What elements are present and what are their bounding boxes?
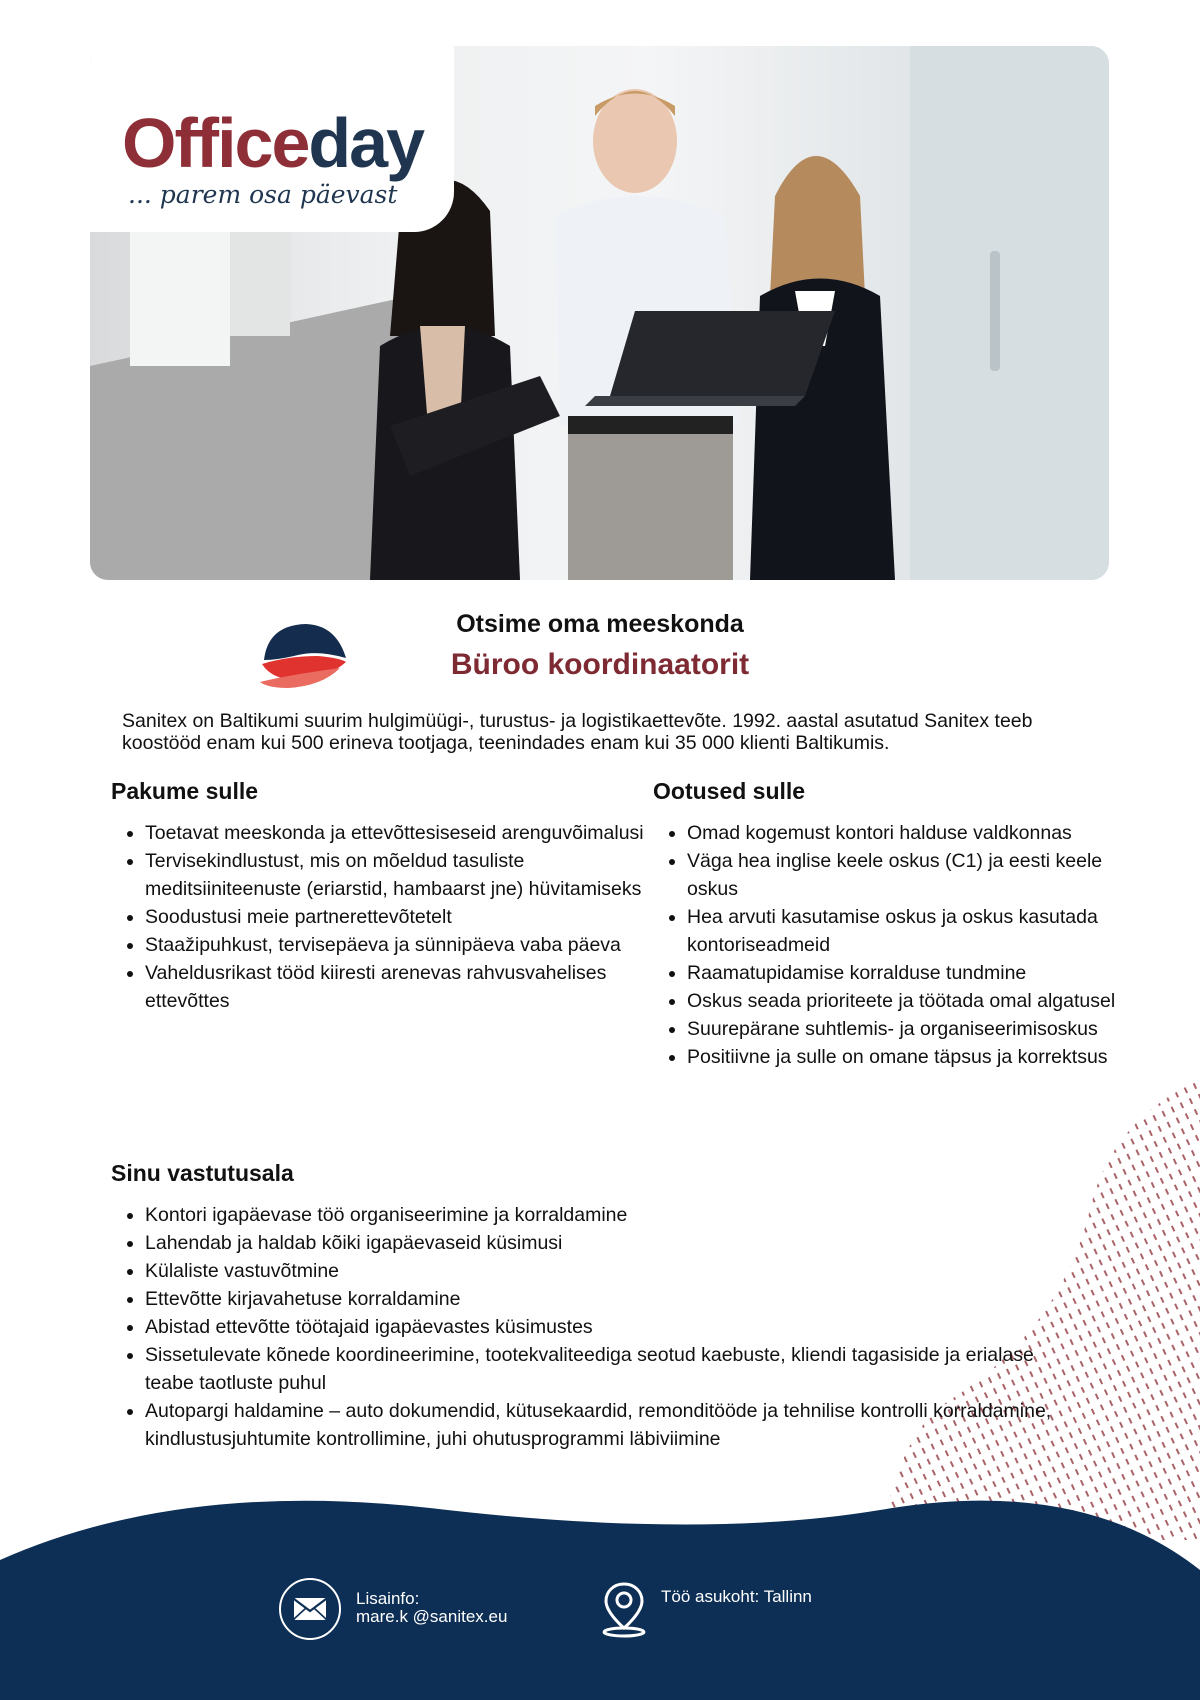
list-item: • Toetavat meeskonda ja ettevõttesiseseid arenguvõimalusi [145,819,645,847]
offer-list [111,819,645,1015]
list-item: • Väga hea inglise keele oskus (C1) ja eesti keele oskus [687,847,1135,903]
logo-word-day: day [308,104,424,182]
list-item: • Omad kogemust kontori halduse valdkonnas [687,819,1135,847]
contact-email[interactable]: mare.k @sanitex.eu [356,1607,508,1626]
list-item: • Abistad ettevõtte töötajaid igapäevastes küsimustes [145,1313,1065,1341]
list-item: • Hea arvuti kasutamise oskus ja oskus kasutada kontoriseadmeid [687,903,1135,959]
contact-label: Lisainfo: [356,1589,420,1608]
section-title-offer: Pakume sulle [111,778,259,804]
list-item: • Raamatupidamise korralduse tundmine [687,959,1135,987]
logo-word-office: Office [122,104,309,182]
section-title-duties: Sinu vastutusala [111,1160,294,1186]
list-item: • Lahendab ja haldab kõiki igapäevaseid küsimusi [145,1229,1065,1257]
contact-info [356,1590,507,1626]
headline-team: Otsime oma meeskonda [456,610,744,638]
logo-panel [90,46,454,232]
sanitex-hat-icon [258,620,352,690]
list-item: • Oskus seada prioriteete ja töötada omal algatusel [687,987,1135,1015]
job-title: Büroo koordinaatorit [450,648,750,681]
list-item: • Sissetulevate kõnede koordineerimine, tootekvaliteediga seotud kaebuste, kliendi tagasiside ja erialase teabe taotluste puhul [145,1341,1065,1397]
expectations-list [653,819,1135,1071]
list-item: • Positiivne ja sulle on omane täpsus ja korrektsus [687,1043,1135,1071]
job-location: Töö asukoht: Tallinn [661,1587,812,1606]
map-pin-icon [600,1580,648,1638]
list-item: • Külaliste vastuvõtmine [145,1257,1065,1285]
hero-photo [90,46,1109,580]
list-item: • Autopargi haldamine – auto dokumendid, kütusekaardid, remonditööde ja tehnilise kontrolli korraldamine, kindlustusjuhtumite kontrollimine, juhi ohutusprogrammi läbiviimine [145,1397,1065,1453]
list-item: • Ettevõtte kirjavahetuse korraldamine [145,1285,1065,1313]
officeday-logo [122,104,424,182]
list-item: • Soodustusi meie partnerettevõtetelt [145,903,645,931]
envelope-icon [281,1580,339,1638]
list-item: • Kontori igapäevase töö organiseerimine ja korraldamine [145,1201,1065,1229]
list-item: • Tervisekindlustust, mis on mõeldud tasuliste meditsiiniteenuste (eriarstid, hambaarst jne) hüvitamiseks [145,847,645,903]
section-title-expectations: Ootused sulle [653,778,806,804]
logo-tagline: ... parem osa päevast [128,180,398,209]
duties-list [111,1201,1065,1453]
list-item: • Staažipuhkust, tervisepäeva ja sünnipäeva vaba päeva [145,931,645,959]
list-item: • Vaheldusrikast tööd kiiresti arenevas rahvusvahelises ettevõttes [145,959,645,1015]
list-item: • Suurepärane suhtlemis- ja organiseerimisoskus [687,1015,1135,1043]
footer-wave [0,1450,1200,1700]
company-intro: Sanitex on Baltikumi suurim hulgimüügi-, turustus- ja logistikaettevõte. 1992. aastal asutatud Sanitex teeb koostööd enam kui 500 erineva tootjaga, teenindades enam kui 35 000 klienti Baltikumis. [122,710,1033,754]
contact-icon-circle [279,1578,341,1640]
